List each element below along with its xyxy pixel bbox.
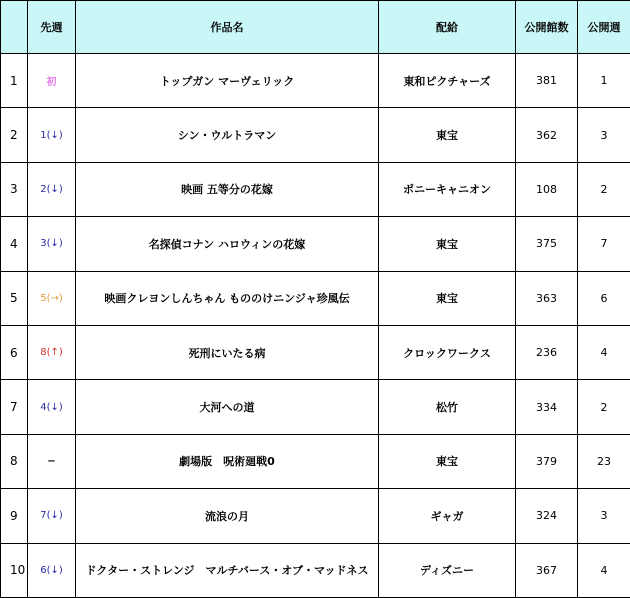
rank-cell: 1 (1, 54, 28, 108)
distributor-cell: 東和ピクチャーズ (379, 54, 516, 108)
distributor-cell: 東宝 (379, 434, 516, 488)
title-cell: ドクター・ストレンジ マルチバース・オブ・マッドネス (76, 543, 379, 597)
title-cell: 名探偵コナン ハロウィンの花嫁 (76, 217, 379, 271)
distributor-cell: 松竹 (379, 380, 516, 434)
theaters-cell: 379 (516, 434, 578, 488)
header-weeks: 公開週 (578, 1, 630, 54)
title-cell: 大河への道 (76, 380, 379, 434)
theaters-cell: 236 (516, 325, 578, 379)
table-row (1, 162, 630, 216)
table-row (1, 108, 630, 162)
title-cell: 流浪の月 (76, 489, 379, 543)
prev-week-cell: 6(↓) (28, 543, 76, 597)
theaters-cell: 363 (516, 271, 578, 325)
table-row (1, 217, 630, 271)
header-row (1, 1, 630, 54)
distributor-cell: ギャガ (379, 489, 516, 543)
table-row (1, 543, 630, 597)
distributor-cell: 東宝 (379, 217, 516, 271)
title-cell: 劇場版 呪術廻戦0 (76, 434, 379, 488)
distributor-cell: 東宝 (379, 271, 516, 325)
header-theaters: 公開館数 (516, 1, 578, 54)
prev-week-cell: 7(↓) (28, 489, 76, 543)
rank-cell: 8 (1, 434, 28, 488)
rank-cell: 9 (1, 489, 28, 543)
prev-week-cell: 5(→) (28, 271, 76, 325)
distributor-cell: クロックワークス (379, 325, 516, 379)
theaters-cell: 375 (516, 217, 578, 271)
rank-cell: 5 (1, 271, 28, 325)
distributor-cell: ポニーキャニオン (379, 162, 516, 216)
weeks-cell: 6 (578, 271, 630, 325)
header-title: 作品名 (76, 1, 379, 54)
theaters-cell: 362 (516, 108, 578, 162)
ranking-rows (1, 54, 630, 598)
weeks-cell: 3 (578, 108, 630, 162)
theaters-cell: 324 (516, 489, 578, 543)
weeks-cell: 23 (578, 434, 630, 488)
weeks-cell: 3 (578, 489, 630, 543)
theaters-cell: 334 (516, 380, 578, 434)
prev-week-cell: − (28, 434, 76, 488)
weeks-cell: 1 (578, 54, 630, 108)
weeks-cell: 2 (578, 380, 630, 434)
weeks-cell: 2 (578, 162, 630, 216)
prev-week-cell: 3(↓) (28, 217, 76, 271)
header-rank (1, 1, 28, 54)
theaters-cell: 108 (516, 162, 578, 216)
title-cell: 映画クレヨンしんちゃん もののけニンジャ珍風伝 (76, 271, 379, 325)
table-row (1, 54, 630, 108)
title-cell: トップガン マーヴェリック (76, 54, 379, 108)
table-row (1, 380, 630, 434)
rank-cell: 10 (1, 543, 28, 597)
distributor-cell: ディズニー (379, 543, 516, 597)
rank-cell: 6 (1, 325, 28, 379)
prev-week-cell: 8(↑) (28, 325, 76, 379)
rank-cell: 4 (1, 217, 28, 271)
header-distributor: 配給 (379, 1, 516, 54)
table-row (1, 434, 630, 488)
title-cell: 映画 五等分の花嫁 (76, 162, 379, 216)
prev-week-cell: 1(↓) (28, 108, 76, 162)
distributor-cell: 東宝 (379, 108, 516, 162)
rank-cell: 2 (1, 108, 28, 162)
theaters-cell: 367 (516, 543, 578, 597)
table-row (1, 489, 630, 543)
rank-cell: 3 (1, 162, 28, 216)
prev-week-cell: 2(↓) (28, 162, 76, 216)
theaters-cell: 381 (516, 54, 578, 108)
rank-cell: 7 (1, 380, 28, 434)
weeks-cell: 4 (578, 543, 630, 597)
table-row (1, 325, 630, 379)
title-cell: 死刑にいたる病 (76, 325, 379, 379)
title-cell: シン・ウルトラマン (76, 108, 379, 162)
table-row (1, 271, 630, 325)
weeks-cell: 4 (578, 325, 630, 379)
prev-week-cell: 初 (28, 54, 76, 108)
prev-week-cell: 4(↓) (28, 380, 76, 434)
weeks-cell: 7 (578, 217, 630, 271)
header-prev-week: 先週 (28, 1, 76, 54)
